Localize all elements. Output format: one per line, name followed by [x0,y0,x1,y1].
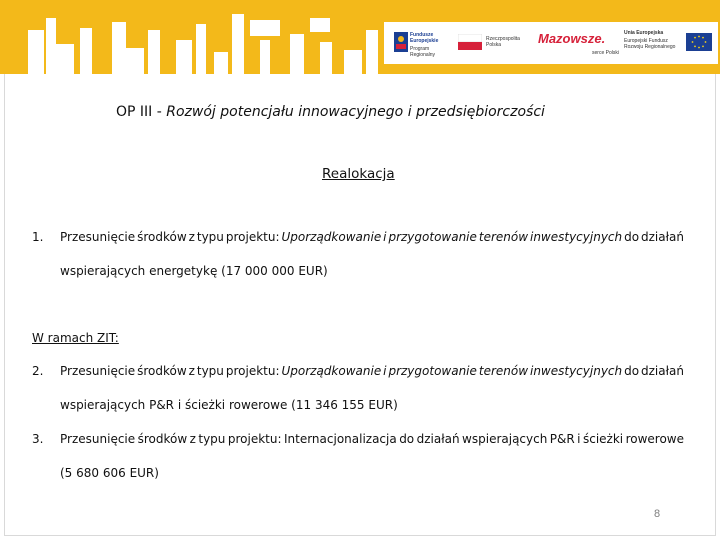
word: środków [137,364,187,378]
deco-block [214,52,228,74]
deco-block [176,40,192,74]
deco-block [260,40,270,74]
item-number: 1. [32,230,44,244]
word: Internacjonalizacja [283,432,397,446]
word: z [189,432,196,446]
deco-block [250,20,280,36]
deco-block [46,18,56,74]
word: do [399,432,415,446]
eu-subtext: Europejski Fundusz Rozwoju Regionalnego [624,38,676,50]
word: z [188,364,195,378]
word: Uporządkowanie [281,230,382,244]
word: z [188,230,195,244]
word: przygotowanie [388,230,477,244]
eu-funds-subtext: Program Regionalny [410,46,436,58]
section-label: W ramach ZIT: [32,331,119,345]
word: ścieżki [582,432,624,446]
eu-logo [624,22,716,64]
eu-text: Unia Europejska [624,30,664,36]
deco-block [28,30,44,74]
item-number: 2. [32,364,44,378]
word: działań [416,432,460,446]
word: typu [196,364,224,378]
word: inwestycyjnych [529,230,623,244]
word: Przesunięcie [60,364,136,378]
page-title [116,104,545,120]
title-italic: Rozwój potencjału innowacyjnego i przedsiębiorczości [166,104,545,120]
word: Przesunięcie [60,230,136,244]
word: projektu: [225,230,280,244]
word: inwestycyjnych [529,364,623,378]
word: przygotowanie [388,364,477,378]
subtitle: Realokacja [322,166,395,182]
deco-block [366,30,378,74]
item-line-1 [60,230,684,244]
eu-flag-icon [686,33,712,51]
deco-block [148,30,160,74]
word: projektu: [225,364,280,378]
deco-block [290,34,304,74]
deco-block [80,28,92,74]
word: i [383,230,387,244]
word: typu [196,230,224,244]
deco-block [196,24,206,74]
rp-text: Rzeczpospolita Polska [486,36,520,48]
eu-funds-logo [392,22,452,64]
deco-block [344,50,362,74]
word: środków [137,230,187,244]
eu-funds-icon [394,32,408,52]
item-line-1 [60,364,684,378]
word: rowerowe [625,432,684,446]
word: i [577,432,581,446]
mazowsze-logo [536,22,622,64]
deco-block [310,18,330,32]
item-line-2: wspierających energetykę (17 000 000 EUR) [60,264,328,278]
deco-block [232,14,244,74]
page-number: 8 [654,508,661,520]
word: działań [641,230,684,244]
word: projektu: [227,432,282,446]
item-line-2: (5 680 606 EUR) [60,466,159,480]
eu-funds-text: Fundusze Europejskie [410,32,439,44]
word: typu [198,432,226,446]
item-line-1 [60,432,684,446]
word: Przesunięcie [60,432,136,446]
word: i [383,364,387,378]
rp-logo [458,22,534,64]
logo-strip [384,22,718,64]
deco-block [320,42,332,74]
deco-block [112,22,126,74]
header-band [0,0,720,74]
word: do [624,230,640,244]
mazowsze-text: Mazowsze. [538,31,606,46]
word: do [624,364,640,378]
polish-flag-icon [458,34,482,50]
word: terenów [478,364,529,378]
deco-block [56,44,74,74]
word: Uporządkowanie [281,364,382,378]
word: terenów [478,230,529,244]
word: działań [641,364,684,378]
word: P&R [549,432,575,446]
word: wspierających [462,432,548,446]
title-prefix: OP III - [116,104,167,120]
deco-block [126,48,144,74]
word: środków [137,432,188,446]
item-number: 3. [32,432,44,446]
mazowsze-subtext: serce Polski [592,50,619,56]
item-line-2: wspierających P&R i ścieżki rowerowe (11 346 155 EUR) [60,398,398,412]
